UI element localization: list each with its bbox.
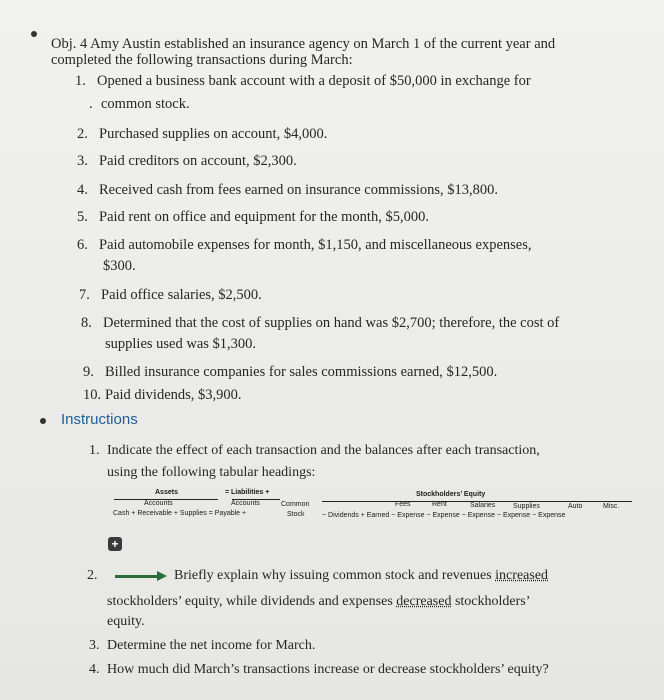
heading-accounts-payable: Accounts [231, 500, 260, 507]
heading-salaries: Salaries [470, 502, 496, 509]
heading-row-left: Cash + Receivable + Supplies = Payable + [113, 510, 247, 517]
instructions-heading: Instructions [61, 411, 138, 428]
transaction-1: 1. Opened a business bank account with a deposit of $50,000 in exchange for [75, 73, 531, 89]
intro-line-1: Obj. 4 Amy Austin established an insurance agency on March 1 of the current year and [51, 36, 556, 52]
instruction-2-line-1: Briefly explain why issuing common stock and revenues increased [174, 568, 549, 583]
transaction-10: 10. Paid dividends, $3,900. [83, 387, 242, 403]
add-button[interactable]: + [108, 537, 122, 551]
heading-assets: Assets [155, 489, 178, 496]
heading-supplies: Supplies [513, 503, 540, 510]
heading-equity: Stockholders’ Equity [416, 491, 486, 498]
instruction-2-line-2: stockholders’ equity, while dividends and expenses decreased stockholders’ [107, 594, 531, 609]
transaction-8-cont: supplies used was $1,300. [105, 336, 257, 352]
heading-row-right: − Dividends + Earned − Expense − Expense − Expense − Expense − Expense [322, 512, 566, 519]
list-bullet [31, 31, 37, 37]
instruction-1-cont: using the following tabular headings: [107, 465, 316, 480]
transaction-3: 3. Paid creditors on account, $2,300. [77, 153, 297, 169]
instruction-1: 1. Indicate the effect of each transaction and the balances after each transaction, [89, 443, 540, 458]
transaction-4: 4. Received cash from fees earned on insurance commissions, $13,800. [77, 182, 499, 198]
transaction-5: 5. Paid rent on office and equipment for the month, $5,000. [77, 209, 429, 225]
intro-line-2: completed the following transactions during March: [51, 52, 353, 68]
heading-stock: Stock [287, 511, 305, 518]
transaction-8: 8. Determined that the cost of supplies on hand was $2,700; therefore, the cost of [81, 315, 560, 331]
transaction-1-cont: . common stock. [89, 96, 190, 112]
instruction-3: 3. Determine the net income for March. [89, 638, 316, 653]
transaction-9: 9. Billed insurance companies for sales commissions earned, $12,500. [83, 364, 498, 380]
heading-liabilities: = Liabilities + [225, 489, 270, 496]
transaction-2: 2. Purchased supplies on account, $4,000. [77, 126, 328, 142]
heading-fees: Fees [395, 501, 411, 508]
instruction-2-line-3: equity. [107, 614, 145, 629]
transaction-7: 7. Paid office salaries, $2,500. [79, 287, 262, 303]
heading-accounts-receivable: Accounts [144, 500, 173, 507]
instructions-bullet [40, 418, 46, 424]
heading-misc: Misc. [603, 503, 620, 510]
heading-rent: Rent [432, 501, 447, 508]
instruction-2-num: 2. [87, 568, 98, 583]
transaction-6-cont: $300. [103, 258, 136, 274]
heading-auto: Auto [568, 503, 583, 510]
heading-common: Common [281, 501, 310, 508]
transaction-6: 6. Paid automobile expenses for month, $1,150, and miscellaneous expenses, [77, 237, 532, 253]
instruction-4: 4. How much did March’s transactions increase or decrease stockholders’ equity? [89, 662, 549, 677]
